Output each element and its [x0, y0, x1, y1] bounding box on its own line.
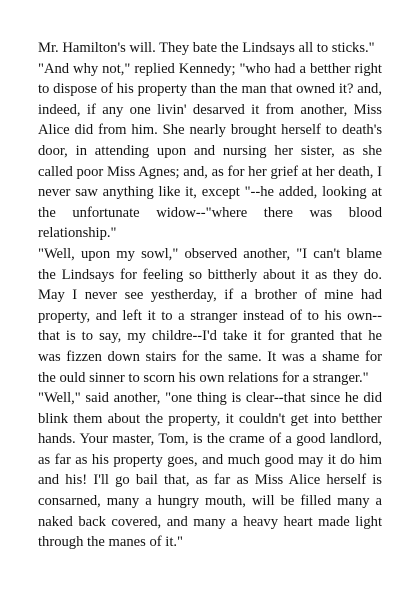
paragraph-kennedy-reply: "And why not," replied Kennedy; "who had a betther right to dispose of his property than the man that owned it? and, indeed, if any one livin' desarved it from another, Miss Alice did from him. She nearly brought herself to death's door, in attending upon and nursing her sister, as she called poor Miss Agnes; and, as for her grief at her death, I never saw anything like it, except "--he added, looking at the unfortunate widow--"where there was blood relationship." — [38, 60, 382, 242]
paragraph-lindsays-bitterness: "Well, upon my sowl," observed another, "I can't blame the Lindsays for feeling so bittherly about it as they do. May I never see yestherday, if a brother of mine had property, and left it to a stranger instead of to his own--that is to say, my childre--I'd take it for granted that he was fizzen down stairs for the same. It was a shame for the ould sinner to scorn his own relations for a stranger." — [38, 245, 382, 386]
paragraph-will-continuation: Mr. Hamilton's will. They bate the Lindsays all to sticks." — [38, 40, 375, 56]
paragraph-good-landlord: "Well," said another, "one thing is clear--that since he did blink them about the property, it couldn't get into betther hands. Your master, Tom, is the crame of a good landlord, as far as his property goes, and much good may it do him and his! I'll go bail that, as far as Miss Alice herself is consarned, many a hungry mouth, will be filled many a naked back covered, and many a heavy heart made light through the manes of it." — [38, 390, 382, 551]
book-page-text — [38, 38, 382, 553]
